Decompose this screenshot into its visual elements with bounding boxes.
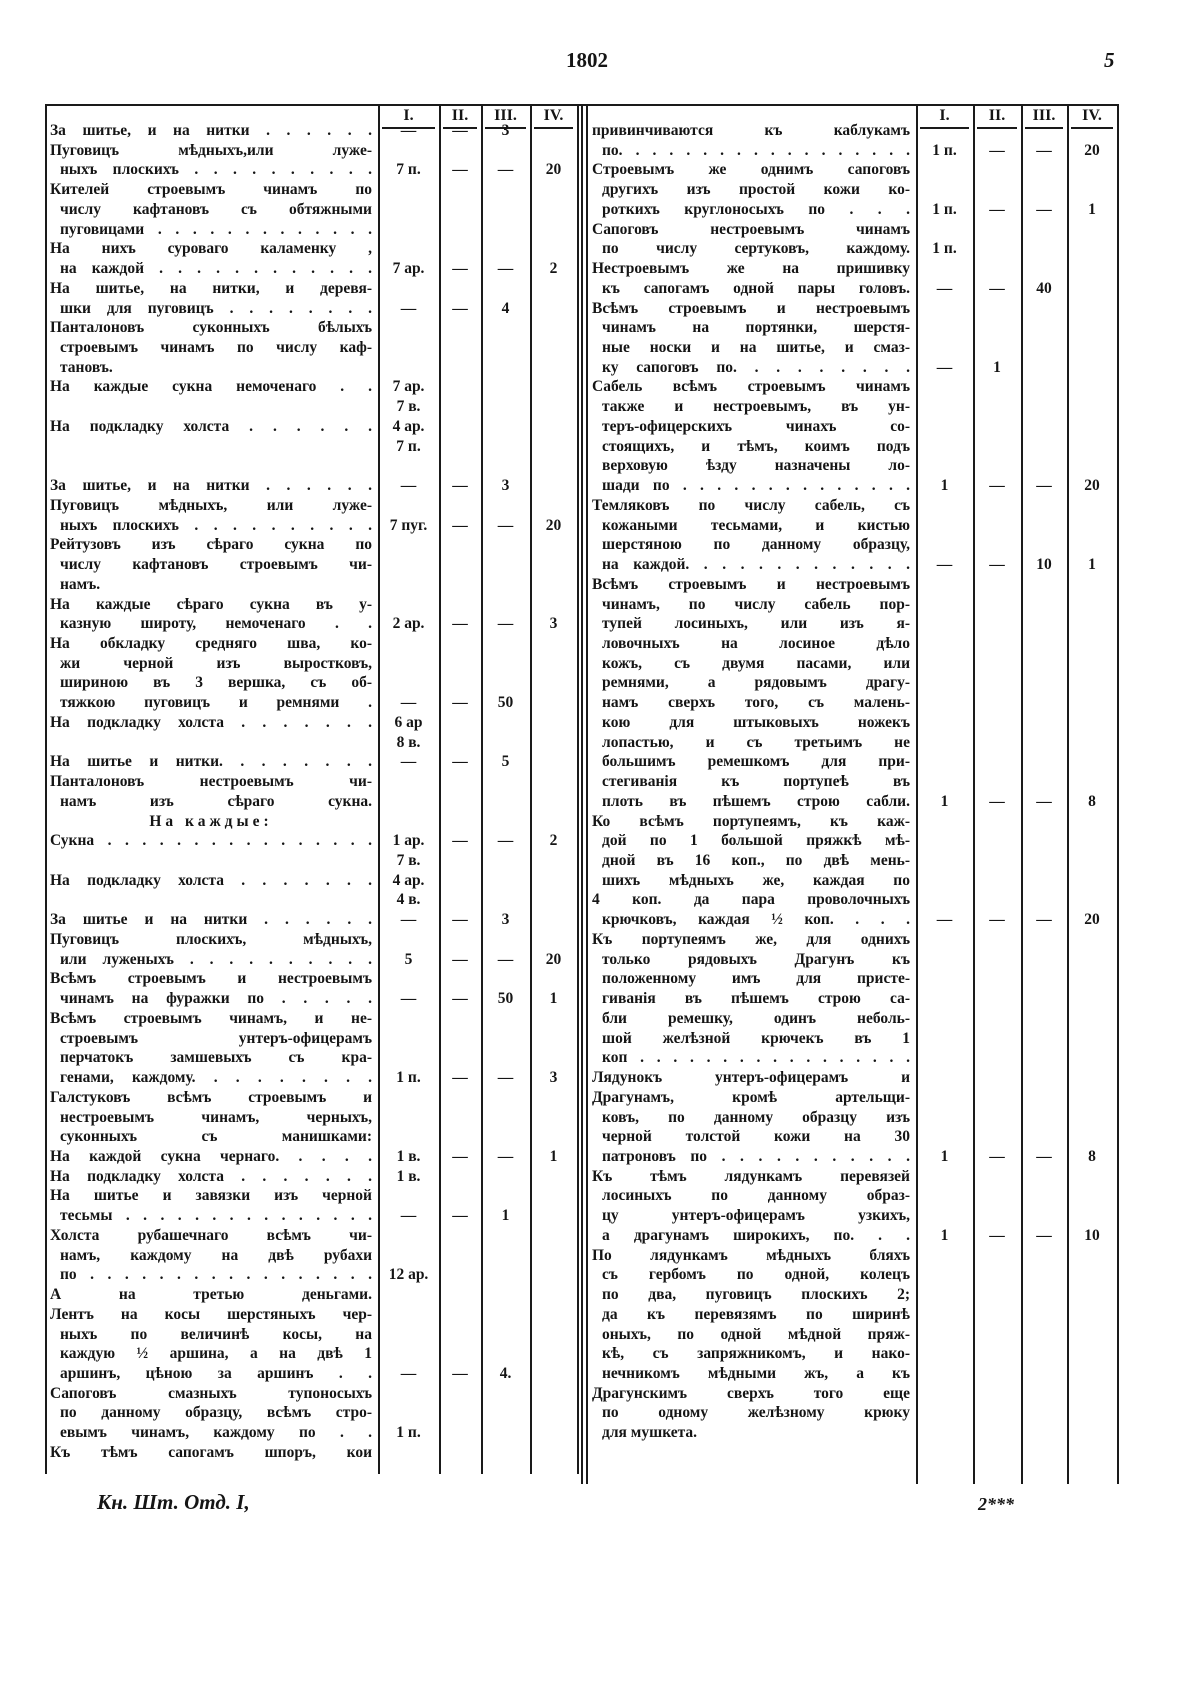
right-value-col4: 8 — [1088, 1147, 1096, 1165]
left-value-col1: — — [400, 477, 417, 495]
right-text-line: По лядункамъ мѣдныхъ бляхъ — [592, 1246, 910, 1264]
left-text-line: тановъ. — [60, 358, 113, 376]
right-text-line: на каждой. . . . . . . . . . . . . — [602, 556, 910, 574]
left-text-line: ныхъ плоскихъ . . . . . . . . . . — [60, 516, 372, 534]
left-value-col4: 2 — [549, 832, 558, 850]
right-text-line: Нестроевымъ же на пришивку — [592, 260, 910, 278]
left-value-col4: 20 — [545, 950, 562, 968]
right-text-line: шади по . . . . . . . . . . . . . . — [602, 477, 910, 495]
right-header-underline — [977, 127, 1017, 129]
left-frame-rule — [45, 104, 47, 1474]
right-text-line: чинамъ на портянки, шерстя- — [602, 319, 910, 337]
left-value-col1: 5 — [404, 950, 413, 968]
left-text-line: За шитье, и на нитки . . . . . . — [50, 122, 372, 139]
left-value-col2: — — [452, 260, 468, 278]
left-text-line: На шитье, на нитки, и деревя- — [50, 279, 372, 297]
right-value-col4: 20 — [1084, 911, 1100, 929]
left-text-line: Сукна . . . . . . . . . . . . . . . . — [50, 832, 372, 850]
left-value-col1: 1 п. — [396, 1424, 421, 1442]
left-text-line: На подкладку холста . . . . . . . — [50, 1167, 372, 1185]
right-value-col2: — — [989, 477, 1005, 495]
left-text-line: А на третью деньгами. — [50, 1286, 372, 1304]
right-text-line: кою для штыковыхъ ножекъ — [602, 713, 910, 731]
left-value-col2: — — [452, 1147, 468, 1165]
right-column-header-3: III. — [1032, 107, 1056, 124]
right-text-line: Сабель всѣмъ строевымъ чинамъ — [592, 378, 910, 396]
right-text-line: Сапоговъ нестроевымъ чинамъ — [592, 220, 910, 238]
right-value-col2: — — [989, 141, 1005, 159]
left-text-line: по . . . . . . . . . . . . . . . . . — [60, 1266, 372, 1284]
left-text-line: Всѣмъ строевымъ и нестроевымъ — [50, 970, 372, 988]
left-value-col1: — — [400, 911, 417, 929]
left-text-line: шки для пуговицъ . . . . . . . . — [60, 299, 372, 317]
right-text-line: черной толстой кожи на 30 — [602, 1128, 910, 1146]
left-value-col2: — — [452, 990, 468, 1008]
right-text-line: шой желѣзной крючекъ въ 1 — [602, 1029, 910, 1047]
left-value-col3: — — [497, 1069, 514, 1087]
left-text-line: На каждой сукна чернаго. . . . . — [50, 1147, 372, 1165]
right-text-line: кожаными тесьмами, и кистью — [602, 516, 910, 534]
left-value-col1: 6 ар — [394, 713, 423, 731]
left-text-line: На каждые сѣраго сукна въ у- — [50, 595, 372, 613]
left-value-col3: 50 — [497, 694, 514, 712]
left-text-line: пуговицами . . . . . . . . . . . . . — [60, 220, 372, 238]
right-text-line: Темляковъ по числу сабель, съ — [592, 496, 910, 514]
right-header-underline — [1025, 127, 1063, 129]
left-column-header-4: IV. — [543, 107, 564, 124]
left-text-line: На шитье и нитки. . . . . . . . — [50, 753, 372, 771]
right-text-line: по числу сертуковъ, каждому. — [602, 240, 910, 258]
left-value-col3: 4 — [501, 299, 510, 317]
left-value-col3: — — [497, 516, 514, 534]
right-text-line: да къ перевязямъ по ширинѣ — [602, 1305, 910, 1323]
right-text-line: теръ-офицерскихъ чинахъ со- — [602, 417, 910, 435]
left-value-col1: — — [400, 122, 417, 139]
right-text-line: къ сапогамъ одной пары головъ. — [602, 279, 910, 297]
left-text-line: Пуговицъ мѣдныхъ, или луже- — [50, 496, 372, 514]
right-text-line: ловочныхъ на лосиное дѣло — [602, 634, 910, 652]
left-value-col4: 1 — [549, 1147, 558, 1165]
right-value-col2: — — [989, 200, 1005, 218]
left-text-line: На подкладку холста . . . . . . . — [50, 713, 372, 731]
left-text-line: тяжкою пуговицъ и ремнями . — [60, 694, 372, 712]
right-text-line: верховую ѣзду назначены ло- — [602, 457, 910, 475]
left-value-col2: — — [452, 299, 468, 317]
left-value-col1: — — [400, 990, 417, 1008]
right-value-col2: — — [989, 792, 1005, 810]
right-text-line: крючковъ, каждая ½ коп. . . . — [602, 911, 910, 929]
left-text-line: Холста рубашечнаго всѣмъ чи- — [50, 1226, 372, 1244]
right-value-col1: 1 — [940, 792, 949, 810]
right-text-line: Драгунамъ, кромѣ артельщи- — [592, 1088, 910, 1106]
page-year: 1802 — [566, 48, 608, 72]
right-value-col4: 20 — [1084, 141, 1100, 159]
left-value-col1: 8 в. — [396, 733, 421, 751]
left-text-line: Пуговицъ плоскихъ, мѣдныхъ, — [50, 930, 372, 948]
right-value-col2: 1 — [993, 358, 1001, 376]
footer-signature: Кн. Шт. Отд. I, — [97, 1490, 250, 1514]
left-text-line: За шитье, и на нитки . . . . . . — [50, 477, 372, 495]
left-header-underline — [534, 127, 573, 129]
right-text-line: по одному желѣзному крюку — [602, 1404, 910, 1422]
left-value-col4: 20 — [545, 161, 562, 179]
right-value-col1: 1 — [940, 1226, 949, 1244]
left-text-line: или луженыхъ . . . . . . . . . . — [60, 950, 372, 968]
left-text-line: каждую ½ аршина, а на двѣ 1 — [60, 1345, 372, 1363]
left-text-line: суконныхъ съ манишками: — [60, 1128, 372, 1146]
left-text-line: Пуговицъ мѣдныхъ,или луже- — [50, 141, 372, 159]
left-text-line: Къ тѣмъ сапогамъ шпоръ, кои — [50, 1443, 372, 1461]
left-value-col3: — — [497, 260, 514, 278]
right-value-col3: — — [1036, 1226, 1052, 1244]
left-value-col1: — — [400, 694, 417, 712]
left-value-col2: — — [452, 950, 468, 968]
left-column-rule — [530, 104, 532, 1474]
right-value-col4: 20 — [1084, 477, 1100, 495]
left-text-line: Рейтузовъ изъ сѣраго сукна по — [50, 536, 372, 554]
right-value-col4: 1 — [1088, 200, 1096, 218]
left-value-col2: — — [452, 161, 468, 179]
left-value-col3: — — [497, 161, 514, 179]
left-text-line: Панталоновъ нестроевымъ чи- — [50, 773, 372, 791]
left-value-col2: — — [452, 1364, 468, 1382]
right-text-line: шерстяною по данному образцу, — [602, 536, 910, 554]
left-value-col2: — — [452, 1207, 468, 1225]
right-text-line: Строевымъ же однимъ сапоговъ — [592, 161, 910, 179]
center-double-rule — [586, 104, 588, 1484]
right-value-col1: — — [936, 358, 953, 376]
left-value-col3: 5 — [501, 753, 510, 771]
right-text-line: намъ сверхъ того, съ малень- — [602, 694, 910, 712]
left-text-line: Панталоновъ суконныхъ бѣлыхъ — [50, 319, 372, 337]
right-text-line: лосиныхъ по данному образ- — [602, 1187, 910, 1205]
right-value-col1: 1 п. — [932, 200, 957, 218]
right-text-line: 4 коп. да пара проволочныхъ — [592, 891, 910, 909]
left-text-line: На обкладку средняго шва, ко- — [50, 634, 372, 652]
right-column-header-2: II. — [988, 107, 1006, 124]
left-text-line: чинамъ на фуражки по . . . . . — [60, 990, 372, 1008]
left-value-col2: — — [452, 753, 468, 771]
left-value-col3: — — [497, 615, 514, 633]
left-text-line: жи черной изъ выростковъ, — [60, 654, 372, 672]
right-text-line: роткихъ круглоносыхъ по . . . — [602, 200, 910, 218]
left-text-line: на каждой . . . . . . . . . . . . — [60, 260, 372, 278]
left-text-line: На подкладку холста . . . . . . — [50, 417, 372, 435]
right-text-line: плоть въ пѣшемъ строю сабли. — [602, 792, 910, 810]
left-value-col4: 3 — [549, 615, 558, 633]
left-text-line: казную широту, немоченаго . . — [60, 615, 372, 633]
right-value-col2: — — [989, 279, 1005, 297]
right-text-line: ковъ, по данному образцу изъ — [602, 1108, 910, 1126]
right-value-col4: 8 — [1088, 792, 1096, 810]
left-value-col3: — — [497, 832, 514, 850]
right-value-col3: — — [1036, 1147, 1052, 1165]
left-value-col2: — — [452, 516, 468, 534]
left-value-col4: 3 — [549, 1069, 558, 1087]
left-text-line: намъ изъ сѣраго сукна. — [60, 792, 372, 810]
right-column-rule — [1117, 104, 1119, 1484]
right-text-line: Лядунокъ унтеръ-офицерамъ и — [592, 1069, 910, 1087]
right-text-line: привинчиваются къ каблукамъ — [592, 122, 910, 139]
right-text-line: стоящихъ, и тѣмъ, коимъ подъ — [602, 437, 910, 455]
right-text-line: нечникомъ мѣдными жъ, а къ — [602, 1364, 910, 1382]
left-text-line: намъ. — [60, 575, 101, 593]
left-value-col4: 2 — [549, 260, 558, 278]
right-value-col1: — — [936, 911, 953, 929]
left-value-col3: — — [497, 1147, 514, 1165]
left-text-line: нестроевымъ чинамъ, черныхъ, — [60, 1108, 372, 1126]
left-value-col2: — — [452, 122, 468, 139]
right-text-line: по два, пуговицъ плоскихъ 2; — [602, 1286, 910, 1304]
footer-sheet-mark: 2*** — [978, 1494, 1014, 1514]
right-text-line: стегиванія къ портупеѣ въ — [602, 773, 910, 791]
right-text-line: кожъ, съ двумя пасами, или — [602, 654, 910, 672]
left-value-col2: — — [452, 615, 468, 633]
right-value-col1: 1 п. — [932, 240, 957, 258]
left-text-line: по данному образцу, всѣмъ стро- — [60, 1404, 372, 1422]
left-text-line: аршинъ, цѣною за аршинъ . . — [60, 1364, 372, 1382]
right-value-col3: 10 — [1036, 556, 1052, 574]
left-value-col1: 4 ар. — [392, 871, 425, 889]
left-value-col1: 4 в. — [396, 891, 421, 909]
right-text-line: коп . . . . . . . . . . . . . . . . . — [602, 1049, 910, 1067]
right-text-line: бли ремешку, одинъ неболь- — [602, 1009, 910, 1027]
left-value-col1: 7 ар. — [392, 260, 425, 278]
left-value-col1: — — [400, 1207, 417, 1225]
right-value-col1: 1 — [940, 477, 949, 495]
left-value-col1: 1 ар. — [392, 832, 425, 850]
left-value-col2: — — [452, 694, 468, 712]
left-text-line: строевымъ чинамъ по числу каф- — [60, 339, 372, 357]
left-value-col1: 7 п. — [396, 437, 421, 455]
right-value-col2: — — [989, 1147, 1005, 1165]
left-value-col3: 4. — [499, 1364, 512, 1382]
right-text-line: Всѣмъ строевымъ и нестроевымъ — [592, 299, 910, 317]
right-value-col1: — — [936, 556, 953, 574]
left-text-line: На подкладку холста . . . . . . . — [50, 871, 372, 889]
left-value-col1: — — [400, 299, 417, 317]
right-text-line: только рядовыхъ Драгунъ къ — [602, 950, 910, 968]
left-text-line: генами, каждому. . . . . . . . . — [60, 1069, 372, 1087]
left-value-col3: 50 — [497, 990, 514, 1008]
right-value-col3: — — [1036, 141, 1052, 159]
right-value-col2: — — [989, 911, 1005, 929]
left-value-col2: — — [452, 1069, 468, 1087]
right-text-line: Всѣмъ строевымъ и нестроевымъ — [592, 575, 910, 593]
right-value-col2: — — [989, 1226, 1005, 1244]
right-text-line: гиванія въ пѣшемъ строю са- — [602, 990, 910, 1008]
right-text-line: лопастью, и съ третьимъ не — [602, 733, 910, 751]
right-text-line: Драгунскимъ сверхъ того еще — [592, 1384, 910, 1402]
left-value-col1: — — [400, 753, 417, 771]
left-value-col1: 1 п. — [396, 1069, 421, 1087]
left-value-col4: 20 — [545, 516, 562, 534]
left-value-col1: 7 в. — [396, 852, 421, 869]
right-header-underline — [920, 127, 969, 129]
left-value-col1: 7 в. — [396, 398, 421, 416]
page-number: 5 — [1104, 48, 1115, 72]
right-text-line: другихъ изъ простой кожи ко- — [602, 181, 910, 199]
right-text-line: большимъ ремешкомъ для при- — [602, 753, 910, 771]
left-text-line: шириною въ 3 вершка, съ об- — [60, 674, 372, 692]
right-text-line: тупей лосиныхъ, или изъ я- — [602, 615, 910, 633]
left-value-col2: — — [452, 477, 468, 495]
left-text-line: За шитье и на нитки . . . . . . — [50, 911, 372, 929]
right-text-line: шихъ мѣдныхъ же, каждая по — [602, 871, 910, 889]
right-text-line: по. . . . . . . . . . . . . . . . . . — [602, 141, 910, 159]
left-text-line: числу кафтановъ строевымъ чи- — [60, 556, 372, 574]
left-subheading: На каждые: — [149, 812, 273, 830]
right-value-col4: 1 — [1088, 556, 1096, 574]
right-text-line: патроновъ по . . . . . . . . . . . — [602, 1147, 910, 1165]
left-text-line: евымъ чинамъ, каждому по . . — [60, 1424, 372, 1442]
right-text-line: оныхъ, по одной мѣдной пряж- — [602, 1325, 910, 1343]
left-text-line: ныхъ по величинѣ косы, на — [60, 1325, 372, 1343]
right-value-col4: 10 — [1084, 1226, 1100, 1244]
left-text-line: намъ, каждому на двѣ рубахи — [60, 1246, 372, 1264]
right-value-col1: 1 — [940, 1147, 949, 1165]
left-column-header-1: I. — [403, 107, 414, 124]
right-text-line: а драгунамъ широкихъ, по. . . — [602, 1226, 910, 1244]
left-value-col1: 7 пуг. — [389, 516, 428, 534]
right-value-col1: 1 п. — [932, 141, 957, 159]
left-text-line: На каждые сукна немоченаго . . — [50, 378, 372, 396]
right-value-col3: 40 — [1036, 279, 1052, 297]
right-value-col3: — — [1036, 477, 1052, 495]
left-text-line: Кителей строевымъ чинамъ по — [50, 181, 372, 199]
right-text-line: цу унтеръ-офицерамъ узкихъ, — [602, 1207, 910, 1225]
left-text-line: Сапоговъ смазныхъ тупоносыхъ — [50, 1384, 372, 1402]
left-column-rule — [577, 104, 579, 1474]
left-value-col1: 7 ар. — [392, 378, 425, 396]
right-text-line: дной въ 16 коп., по двѣ мень- — [602, 852, 910, 869]
left-value-col4: 1 — [549, 990, 558, 1008]
left-value-col1: 7 п. — [396, 161, 421, 179]
right-text-line: ремнями, а рядовымъ драгу- — [602, 674, 910, 692]
left-text-line: числу кафтановъ съ обтяжными — [60, 200, 372, 218]
left-text-line: На шитье и завязки изъ черной — [50, 1187, 372, 1205]
left-value-col2: — — [452, 911, 468, 929]
right-text-line: ные носки и на шитье, и смаз- — [602, 339, 910, 357]
left-value-col3: 3 — [501, 477, 510, 495]
right-header-underline — [1071, 127, 1113, 129]
left-value-col3: 1 — [501, 1207, 510, 1225]
left-value-col1: 1 в. — [396, 1147, 421, 1165]
left-text-line: На нихъ суроваго каламенку , — [50, 240, 372, 258]
left-value-col1: 12 ар. — [388, 1266, 429, 1284]
right-text-line: дой по 1 большой пряжкѣ мѣ- — [602, 832, 910, 850]
right-text-line: чинамъ, по числу сабель пор- — [602, 595, 910, 613]
right-text-line: кѣ, съ запряжникомъ, и нако- — [602, 1345, 910, 1363]
left-text-line: Всѣмъ строевымъ чинамъ, и не- — [50, 1009, 372, 1027]
left-text-line: ныхъ плоскихъ . . . . . . . . . . — [60, 161, 372, 179]
left-value-col3: 3 — [501, 122, 510, 139]
left-value-col1: 4 ар. — [392, 417, 425, 435]
right-text-line: Къ тѣмъ лядункамъ перевязей — [592, 1167, 910, 1185]
right-value-col1: — — [936, 279, 953, 297]
right-text-line: Ко всѣмъ портупеямъ, къ каж- — [592, 812, 910, 830]
right-text-line: Къ портупеямъ же, для однихъ — [592, 930, 910, 948]
right-value-col3: — — [1036, 911, 1052, 929]
left-text-line: Галстуковъ всѣмъ строевымъ и — [50, 1088, 372, 1106]
left-text-line: Лентъ на косы шерстяныхъ чер- — [50, 1305, 372, 1323]
left-value-col1: 2 ар. — [392, 615, 425, 633]
center-double-rule — [581, 104, 583, 1484]
right-text-line: съ гербомъ по одной, колецъ — [602, 1266, 910, 1284]
left-column-header-2: II. — [451, 107, 469, 124]
left-value-col3: 3 — [501, 911, 510, 929]
right-column-header-4: IV. — [1082, 107, 1102, 124]
left-text-line: тесьмы . . . . . . . . . . . . . . . — [60, 1207, 372, 1225]
right-value-col2: — — [989, 556, 1005, 574]
left-value-col3: — — [497, 950, 514, 968]
right-value-col3: — — [1036, 200, 1052, 218]
left-value-col1: 1 в. — [396, 1167, 421, 1185]
left-text-line: строевымъ унтеръ-офицерамъ — [60, 1029, 372, 1047]
right-text-line: также и нестроевымъ, въ ун- — [602, 398, 910, 416]
right-column-header-1: I. — [939, 107, 950, 124]
right-text-line: ку сапоговъ по. . . . . . . . . — [602, 358, 910, 376]
left-value-col2: — — [452, 832, 468, 850]
right-value-col3: — — [1036, 792, 1052, 810]
right-text-line: для мушкета. — [602, 1424, 698, 1442]
left-value-col1: — — [400, 1364, 417, 1382]
left-text-line: перчатокъ замшевыхъ съ кра- — [60, 1049, 372, 1067]
right-text-line: положенному имъ для присте- — [602, 970, 910, 988]
left-column-header-3: III. — [494, 107, 517, 124]
